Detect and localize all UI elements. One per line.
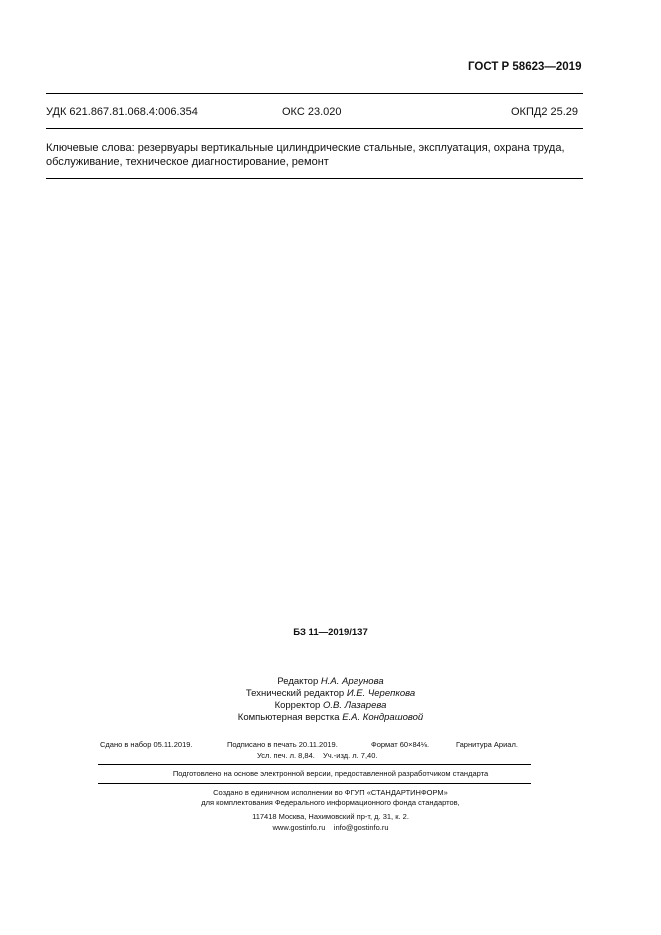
print-sheets: Усл. печ. л. 8,84. bbox=[257, 751, 315, 760]
keywords-line-2: обслуживание, техническое диагностирование, ремонт bbox=[46, 156, 329, 168]
print-submitted: Сдано в набор 05.11.2019. bbox=[100, 740, 193, 749]
standard-code: ГОСТ Р 58623—2019 bbox=[468, 61, 582, 73]
udk-code: УДК 621.867.81.068.4:006.354 bbox=[46, 106, 198, 118]
staff-editor bbox=[0, 676, 661, 687]
publisher-rule bbox=[98, 783, 531, 784]
publisher-site: www.gostinfo.ru bbox=[272, 823, 326, 832]
staff-role: Редактор bbox=[277, 676, 319, 687]
staff-role: Компьютерная верстка bbox=[237, 712, 340, 723]
staff-corrector bbox=[0, 700, 661, 711]
keywords-block bbox=[46, 141, 586, 169]
classification-rule bbox=[46, 128, 583, 129]
print-format: Формат 60×84⅛. bbox=[371, 740, 430, 749]
prepared-note: Подготовлено на основе электронной версии, предоставленной разработчиком стандарта bbox=[172, 769, 489, 778]
staff-person: И.Е. Черепкова bbox=[346, 688, 416, 699]
staff-role: Технический редактор bbox=[245, 688, 345, 699]
print-signed: Подписано в печать 20.11.2019. bbox=[227, 740, 338, 749]
publisher-line-1: Создано в единичном исполнении во ФГУП «СТАНДАРТИНФОРМ» bbox=[213, 788, 448, 797]
staff-layout bbox=[0, 712, 661, 723]
staff-role: Корректор bbox=[274, 700, 321, 711]
keywords-line-1: Ключевые слова: резервуары вертикальные цилиндрические стальные, эксплуатация, охрана труда, bbox=[46, 142, 565, 154]
print-edition: Уч.-изд. л. 7,40. bbox=[323, 751, 378, 760]
publisher-contacts bbox=[0, 823, 661, 832]
staff-person: О.В. Лазарева bbox=[322, 700, 387, 711]
staff-tech-editor bbox=[0, 688, 661, 699]
keywords-rule bbox=[46, 178, 583, 179]
print-rule bbox=[98, 764, 531, 765]
print-font: Гарнитура Ариал. bbox=[456, 740, 518, 749]
staff-person: Е.А. Кондрашовой bbox=[342, 712, 424, 723]
okpd-code: ОКПД2 25.29 bbox=[511, 106, 579, 118]
staff-person: Н.А. Аргунова bbox=[320, 676, 384, 687]
publisher-email: info@gostinfo.ru bbox=[333, 823, 389, 832]
header-rule bbox=[46, 93, 583, 94]
publisher-line-2: для комплектования Федерального информационного фонда стандартов, bbox=[201, 798, 460, 807]
oks-code: ОКС 23.020 bbox=[282, 106, 342, 118]
bz-number: БЗ 11—2019/137 bbox=[293, 627, 368, 638]
publisher-address: 117418 Москва, Нахимовский пр-т, д. 31, к. 2. bbox=[252, 812, 409, 821]
